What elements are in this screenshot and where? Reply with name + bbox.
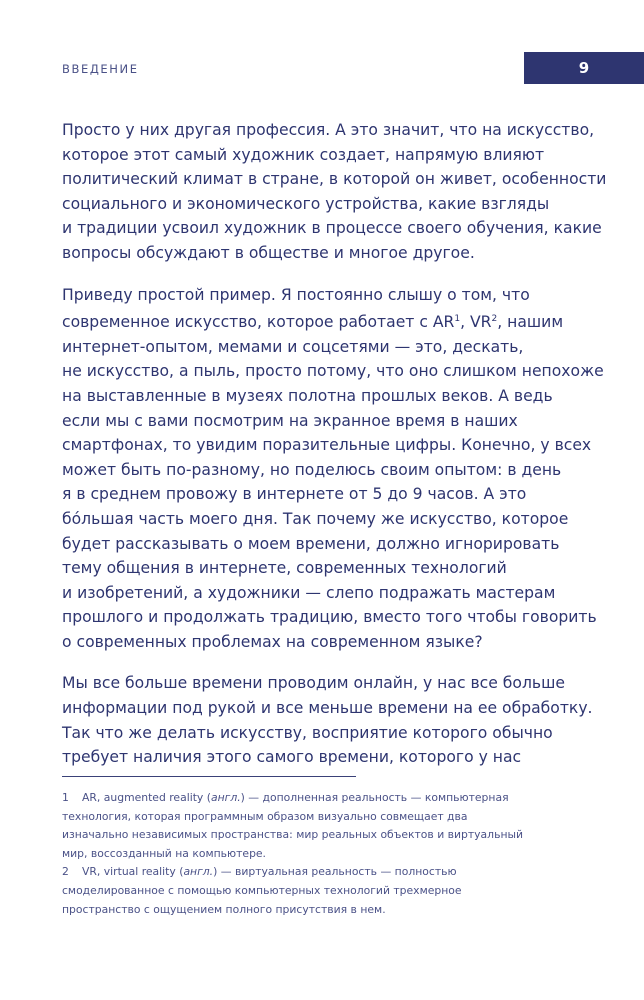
text-line: если мы с вами посмотрим на экранное время в наших [62,411,518,430]
text-line: и изобретений, а художники — слепо подражать мастерам [62,583,556,602]
footnote-line: изначально независимых пространства: мир реальных объектов и виртуальный [62,828,524,842]
text-line: политический климат в стране, в которой он живет, особенности [62,170,607,189]
text-line: Так что же делать искусству, восприятие которого обычно [62,723,553,742]
footnote-line: смоделированное с помощью компьютерных технологий трехмерное [62,883,462,897]
page-number: 9 [578,59,590,77]
text-line: не искусство, а пыль, просто потому, что оно слишком непохоже [62,362,604,381]
page-number-tab [524,52,644,84]
text-line: будет рассказывать о моем времени, должно игнорировать [62,534,560,553]
text-line: прошлого и продолжать традицию, вместо того чтобы говорить [62,608,597,627]
footnote-divider [62,776,356,777]
paragraph-2 [62,283,604,655]
footnote-line [62,863,592,882]
text-line: вопросы обсуждают в обществе и многое другое. [62,243,475,262]
text-fragment: , VR [460,313,492,332]
text-line: Просто у них другая профессия. А это значит, что на искусство, [62,121,595,139]
text-line: социального и экономического устройства, какие взгляды [62,194,550,213]
text-fragment: ) — дополненная реальность — компьютерная [240,791,509,804]
text-line: бóльшая часть моего дня. Так почему же искусство, которое [62,509,569,528]
text-line: которое этот самый художник создает, напрямую влияют [62,145,545,164]
text-line: я в среднем провожу в интернете от 5 до 9 часов. А это [62,485,527,504]
footnote-line: технология, которая программным образом визуально совмещает два [62,809,468,823]
footnote-line: пространство с ощущением полного присутствия в нем. [62,902,386,916]
text-line: интернет-опытом, мемами и соцсетями — это, дескать, [62,337,524,356]
paragraph-3 [62,671,593,769]
text-line: о современных проблемах на современном языке? [62,632,483,651]
text-line: тему общения в интернете, современных технологий [62,559,507,578]
text-fragment: ) — виртуальная реальность — полностью [213,865,457,879]
footnote-number: 1 [62,791,69,804]
text-fragment: , нашим [497,313,564,332]
footnote-line: мир, воссозданный на компьютере. [62,846,266,860]
text-fragment: AR, augmented reality ( [82,791,211,804]
footnote-ref-2[interactable]: 2 [491,314,498,325]
text-line: информации под рукой и все меньше времени на ее обработку. [62,699,593,718]
footnote-1 [62,789,592,863]
text-line-with-footnote-refs [62,307,582,335]
text-line: требует наличия этого самого времени, которого у нас [62,748,522,767]
footnotes [62,789,592,919]
text-line: на выставленные в музеях полотна прошлых веков. А ведь [62,386,553,405]
text-fragment: современное искусство, которое работает с AR [62,313,455,332]
footnote-line [62,789,592,808]
text-line: может быть по-разному, но поделюсь своим опытом: в день [62,460,562,479]
text-fragment-italic: англ. [183,865,214,879]
running-head-section: ВВЕДЕНИЕ [62,62,139,76]
footnote-number: 2 [62,865,69,879]
text-line: и традиции усвоил художник в процессе своего обучения, какие [62,219,602,238]
text-fragment-italic: англ. [210,791,241,804]
paragraph-1 [62,118,607,266]
text-line: Приведу простой пример. Я постоянно слышу о том, что [62,285,530,304]
footnote-ref-1[interactable]: 1 [454,314,461,325]
text-fragment: VR, virtual reality ( [82,865,184,879]
footnote-2 [62,863,592,919]
text-line: смартфонах, то увидим поразительные цифры. Конечно, у всех [62,436,592,455]
body-text [62,118,607,787]
text-line: Мы все больше времени проводим онлайн, у нас все больше [62,674,565,693]
